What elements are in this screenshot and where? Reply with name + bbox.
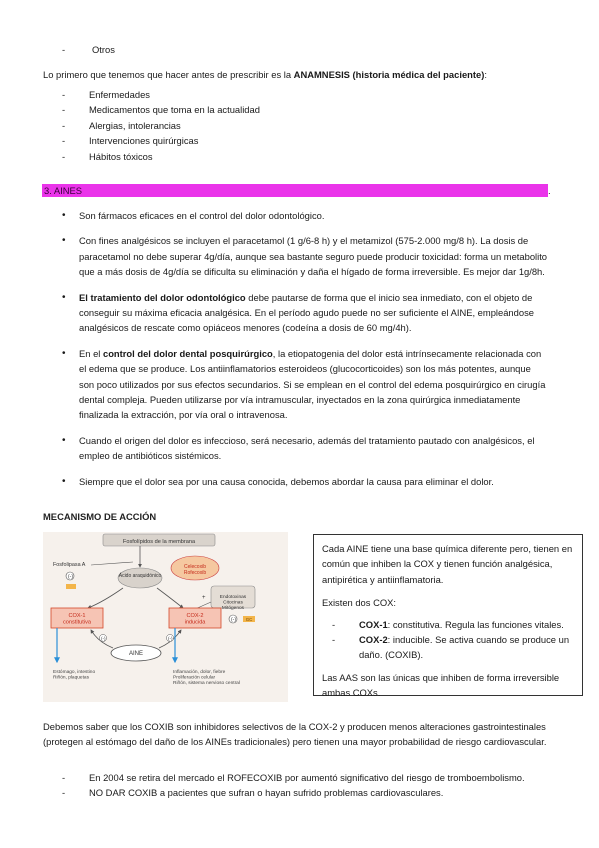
gc-tag-small [66,584,76,589]
svg-text:(-): (-) [101,636,106,641]
aines-bullets [60,208,548,489]
bullet-item: • Son fármacos eficaces en el control del dolor odontológico. [60,208,548,223]
bullet-item: • En el control del dolor dental posquirúrgico, la etiopatogenia del dolor está intrínsecamente relacionada con el edema que se produce. Los antiinflamatorios esteroideos (glucocorticoides) son los más potentes, aunque son poco utilizados por sus efectos secundarios. Si se emplean en el control del edema posquirúrgico en cirugía dental compleja. Pueden utilizarse por vía intramuscular, inyectados en la zona quirúrgica inmediatamente finalizada la extracción, por vía oral o intravenosa. [60,346,548,423]
list-item: - Intervenciones quirúrgicas [62,133,562,148]
mechanism-heading: MECANISMO DE ACCIÓN [43,511,157,522]
aine-info-box: Cada AINE tiene una base química diferente pero, tienen en común que inhiben la COX y tienen función analgésica, antipirética y antiinflamatoria. Existen dos COX: - COX-1: constitutiva. Regula las funciones vitales. - COX-2: inducible. Se activa cuando se produce un daño. (COXIB). Las AAS son las únicas que inhiben de forma irreversible ambas COXs. [313,534,583,696]
coxib-paragraph: Debemos saber que los COXIB son inhibidores selectivos de la COX-2 y producen menos alteraciones gastrointestinales (protegen al estómago del daño de los AINEs tradicionales) pero tienen una mayor probabilidad de riesgo cardiovascular. [43,721,547,748]
diagram-svg [43,532,288,702]
otros-list [62,42,562,57]
list-item: - NO DAR COXIB a pacientes que sufran o hayan sufrido problemas cardiovasculares. [62,785,562,800]
list-item: - Medicamentos que toma en la actualidad [62,102,562,117]
svg-text:(-): (-) [68,574,73,580]
list-item: - Otros [62,42,562,57]
cox1-label: COX-1 constitutiva [63,613,91,626]
bullet-item: • Siempre que el dolor sea por una causa conocida, debemos abordar la causa para eliminar el dolor. [60,474,548,489]
coxib-list [62,770,562,801]
cox-types-list [332,617,574,663]
section-dot: . [548,185,551,196]
membrane-label: Fosfolípidos de la membrana [122,539,196,545]
celecoxib-label: Celecoxib Rofecoxib [183,564,207,576]
cox-mechanism-diagram [43,532,288,702]
cox1-effects: Estómago, intestino Riñón, plaquetas [53,670,96,681]
svg-text:GC: GC [245,617,253,622]
bullet-item: • Cuando el origen del dolor es infeccioso, será necesario, además del tratamiento pautado con analgésicos, el empleo de antibióticos sistémicos. [60,433,548,464]
svg-text:+: + [202,595,206,601]
section-heading: 3. AINES [42,184,548,197]
anamnesis-bold: ANAMNESIS (historia médica del paciente) [293,69,485,80]
bullet-item: • Con fines analgésicos se incluyen el paracetamol (1 g/6-8 h) y el metamizol (575-2.000 mg/8 h). La dosis de paracetamol no debe superar 4g/día, aunque sea bastante seguro puede producir toxicidad: forma un metabolito que a más dosis de 4g/día se dificulta su eliminación y daña el hígado de forma irreversible. Es mejor dar 1g/8h. [60,233,548,279]
svg-text:(-): (-) [168,636,173,641]
list-item: - Alergias, intolerancias [62,118,562,133]
list-item: - COX-2: inducible. Se activa cuando se produce un daño. (COXIB). [332,632,574,663]
anamnesis-list [62,87,562,164]
intro-paragraph: Lo primero que tenemos que hacer antes de prescribir es la ANAMNESIS (historia médica del paciente): [43,69,487,80]
list-item: - Enfermedades [62,87,562,102]
arachidonic-label: Ácido araquidónico [118,573,162,579]
cox2-label: COX-2 inducida [184,613,206,626]
cytokines-label: Endotoxinas Citocinas Mitógenos [219,595,247,612]
svg-text:(-): (-) [231,617,236,623]
list-item: - Hábitos tóxicos [62,149,562,164]
bullet-item: • El tratamiento del dolor odontológico debe pautarse de forma que el inicio sea inmediato, con el objeto de conseguir su máxima eficacia analgésica. En el período agudo puede no ser suficiente el AINE, empleándose analgésicos de rescate como opiáceos menores (codeína a dosis de 60 mg/4h). [60,290,548,336]
cox2-effects: Inflamación, dolor, fiebre Proliferación celular Riñón, sistema nervioso central [173,670,240,687]
phospholipase-label: Fosfolipasa A [53,562,86,568]
list-item: - En 2004 se retira del mercado el ROFECOXIB por aumentó significativo del riesgo de tromboembolismo. [62,770,562,785]
list-item: - COX-1: constitutiva. Regula las funciones vitales. [332,617,574,632]
aine-label: AINE [128,651,144,657]
